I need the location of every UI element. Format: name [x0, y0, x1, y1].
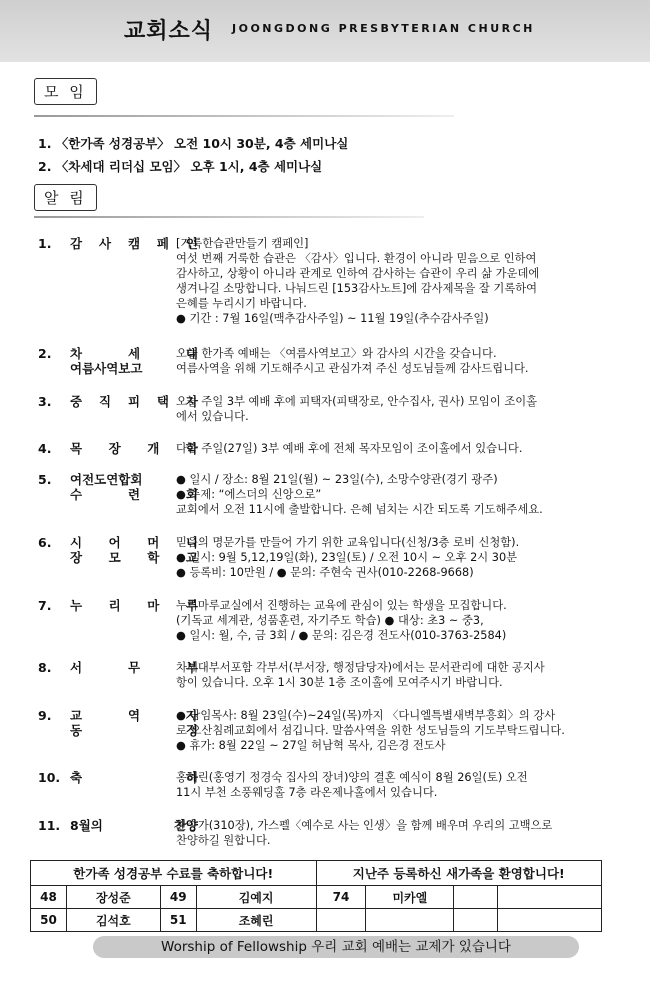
notice-body: 오늘 한가족 예배는 〈여름사역보고〉와 감사의 시간을 갖습니다. 여름사역을 위해 기도해주시고 관심가져 주신 성도님들께 감사드립니다. [176, 347, 529, 375]
notice-heading: 시 어 머 니 장 모 학 교 [70, 535, 198, 565]
table-row [31, 886, 602, 909]
notice-number: 8. [38, 660, 52, 675]
notice-body: [거룩한습관만들기 캠페인] 여섯 번째 거룩한 습관은 〈감사〉입니다. 환경이 아니라 믿음으로 인하여 감사하고, 상황이 아니라 관계로 인하여 감사하는 습관이 우리 삶 가운데에 생겨나길 소망합니다. 나눠드린 [153감사노트]에 감사제목을 잘 기록하여 은혜를 누리시기 바랍니다. ● 기간 : 7월 16일(맥추감사주일) ~ 11월 19일(추수감사주일) [176, 237, 540, 325]
notice-body: ● 일시 / 장소: 8월 21일(월) ~ 23일(수), 소망수양관(경기 광주) ● 주제: “에스더의 신앙으로” 교회에서 오전 11시에 출발합니다. 은혜 넘치는 시간 되도록 기도해주세요. [176, 473, 543, 516]
notice-number: 9. [38, 708, 52, 723]
notice-number: 10. [38, 770, 61, 785]
notice-heading: 차 세 대 여름사역보고 [70, 346, 198, 376]
notice-body: 찬송가(310장), 가스펠〈예수로 사는 인생〉을 함께 배우며 우리의 고백으로 찬양하길 원합니다. [176, 819, 553, 847]
table-header-row [31, 861, 602, 886]
notice-body: 누리마루교실에서 진행하는 교육에 관심이 있는 학생을 모집합니다. (기독교 세계관, 성품훈련, 자기주도 학습) ● 대상: 초3 ~ 중3, ● 일시: 월, 수, 금 3회 / ● 문의: 김은경 전도사(010-3763-2584) [176, 599, 507, 642]
notice-body: 믿음의 명문가를 만들어 가기 위한 교육입니다(신청/3층 로비 신청함). ● 일시: 9월 5,12,19일(화), 23일(토) / 오전 10시 ~ 오후 2시 30분 ● 등록비: 10만원 / ● 문의: 주현숙 권사(010-2268-9668) [176, 536, 520, 579]
page-header [0, 0, 650, 62]
notice-number: 1. [38, 236, 52, 251]
notice-heading: 목 장 개 학 [70, 441, 198, 456]
notice-number: 6. [38, 535, 52, 550]
notice-heading: 중 직 피 택 자 [70, 394, 198, 409]
notice-number: 4. [38, 441, 52, 456]
notice-heading: 서 무 부 [70, 660, 198, 675]
meetings-section-label: 모 임 [34, 78, 97, 105]
table-cell: 48 [31, 886, 67, 909]
divider [34, 115, 454, 117]
graduates-header: 한가족 성경공부 수료를 축하합니다! [31, 861, 317, 886]
notice-number: 3. [38, 394, 52, 409]
meeting-item: 1. 〈한가족 성경공부〉 오전 10시 30분, 4층 세미나실 [38, 136, 349, 151]
notice-heading: 감 사 캠 페 인 [70, 236, 198, 251]
table-cell [316, 909, 366, 932]
notice-number: 5. [38, 472, 52, 487]
table-cell: 74 [316, 886, 366, 909]
notice-heading: 누 리 마 루 [70, 598, 198, 613]
table-cell [454, 909, 498, 932]
footer-banner: Worship of Fellowship 우리 교회 예배는 교제가 있습니다 [93, 936, 579, 958]
notice-heading: 교 역 자 동 정 [70, 708, 198, 738]
notice-heading: 8월의 찬양 [70, 818, 198, 833]
notice-number: 11. [38, 818, 61, 833]
notices-section-label: 알 림 [34, 184, 97, 211]
table-row [31, 909, 602, 932]
notice-heading: 여전도연합회 수 련 회 [70, 472, 198, 502]
notice-heading: 축 하 [70, 770, 198, 785]
notice-body: 오늘 주일 3부 예배 후에 피택자(피택장로, 안수집사, 권사) 모임이 조이홀 에서 있습니다. [176, 395, 538, 423]
notice-number: 2. [38, 346, 52, 361]
table-cell: 49 [160, 886, 196, 909]
notice-body: 홍혜린(홍영기 정경숙 집사의 장녀)양의 결혼 예식이 8월 26일(토) 오전 11시 부천 소풍웨딩홀 7층 라온제나홀에서 있습니다. [176, 771, 528, 799]
table-cell: 51 [160, 909, 196, 932]
notice-body: ● 담임목사: 8월 23일(수)~24일(목)까지 〈다니엘특별새벽부흥회〉의 강사 로 오산침례교회에서 섬깁니다. 말씀사역을 위한 성도님들의 기도부탁드립니다. ● 휴가: 8월 22일 ~ 27일 허남혁 목사, 김은경 전도사 [176, 709, 565, 752]
table-cell [366, 909, 454, 932]
divider [34, 216, 424, 218]
meeting-item: 2. 〈차세대 리더십 모임〉 오후 1시, 4층 세미나실 [38, 159, 323, 174]
notice-body: 다음 주일(27일) 3부 예배 후에 전체 목자모임이 조이홀에서 있습니다. [176, 442, 523, 455]
table-cell: 50 [31, 909, 67, 932]
table-cell: 김예지 [196, 886, 316, 909]
page-title: 교회소식 [124, 19, 214, 44]
table-cell: 미카엘 [366, 886, 454, 909]
table-cell [498, 909, 602, 932]
table-cell: 장성준 [66, 886, 160, 909]
notice-body: 차세대부서포함 각부서(부서장, 행정담당자)에서는 문서관리에 대한 공지사 항이 있습니다. 오후 1시 30분 1층 조이홀에 모여주시기 바랍니다. [176, 661, 545, 689]
table-cell [454, 886, 498, 909]
table-cell: 조혜린 [196, 909, 316, 932]
newcomers-header: 지난주 등록하신 새가족을 환영합니다! [316, 861, 602, 886]
notice-number: 7. [38, 598, 52, 613]
table-cell [498, 886, 602, 909]
names-table [30, 860, 602, 932]
church-name: JOONGDONG PRESBYTERIAN CHURCH [232, 22, 535, 35]
table-cell: 김석호 [66, 909, 160, 932]
